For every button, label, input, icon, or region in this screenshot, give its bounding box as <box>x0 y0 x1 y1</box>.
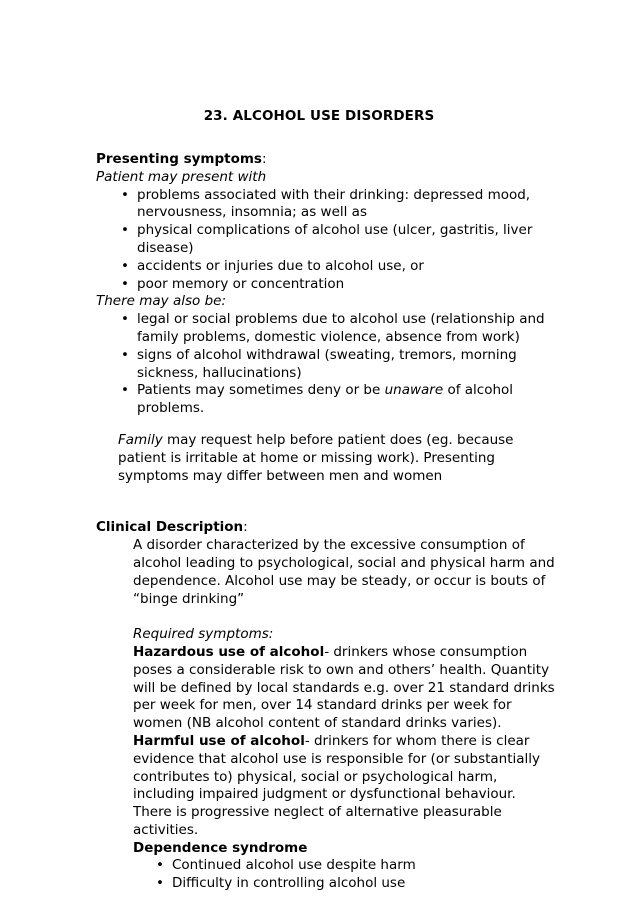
presenting-colon: : <box>261 151 267 167</box>
presenting-intro: Patient may present with <box>96 168 267 185</box>
deny-text-post: of alcohol problems. <box>137 382 514 417</box>
document-body <box>96 151 556 893</box>
clinical-description: A disorder characterized by the excessive consumption of alcohol leading to psychological, social and physical harm and dependence. Alcohol use may be steady, or occur is bouts of “binge drinking” <box>133 537 555 607</box>
bullet-icon: • <box>121 222 129 239</box>
bullet-icon: • <box>121 186 129 203</box>
list-item-text: poor memory or concentration <box>137 275 345 292</box>
family-emphasis: Family <box>118 431 163 448</box>
list-item-text: signs of alcohol withdrawal (sweating, tremors, morning sickness, hallucinations) <box>137 346 517 381</box>
bullet-icon: • <box>121 382 129 399</box>
list-item-text: accidents or injuries due to alcohol use, or <box>137 257 424 274</box>
list-item-text: problems associated with their drinking: depressed mood, nervousness, insomnia; as well as <box>137 186 531 221</box>
bullet-icon: • <box>121 346 129 363</box>
bullet-icon: • <box>156 857 164 874</box>
bullet-icon: • <box>156 875 164 892</box>
list-item-text: physical complications of alcohol use (ulcer, gastritis, liver disease) <box>137 222 533 256</box>
list-item <box>120 187 556 223</box>
harmful-text: - drinkers for whom there is clear evidence that alcohol use is responsible for (or substantially contributes to) physical, social or psychological harm, including impaired judgment or dysfunctional behaviour. There is progressive neglect of alternative pleasurable activities. <box>133 732 541 838</box>
list-item-text <box>137 382 513 416</box>
presenting-bullet-list <box>96 187 556 294</box>
hazardous-text: - drinkers whose consumption poses a considerable risk to own and others’ health. Quantity will be defined by local standards e.g. over 21 standard drinks per week for men, over 14 standard drinks per week for women (NB alcohol content of standard drinks varies). <box>133 643 555 732</box>
hazardous-label: Hazardous use of alcohol <box>133 643 325 660</box>
list-item <box>120 347 556 383</box>
hazardous-paragraph <box>133 644 556 733</box>
harmful-paragraph <box>133 733 556 840</box>
list-item <box>120 258 556 276</box>
bullet-icon: • <box>121 311 129 328</box>
list-item <box>155 875 556 893</box>
presenting-heading: Presenting symptoms <box>96 151 262 167</box>
clinical-heading: Clinical Description <box>96 519 244 536</box>
required-symptoms-label: Required symptoms: <box>133 626 274 643</box>
list-item <box>120 276 556 294</box>
harmful-label: Harmful use of alcohol <box>133 732 305 749</box>
deny-text-pre: Patients may sometimes deny or be <box>137 382 385 399</box>
list-item <box>120 311 556 347</box>
dependence-bullet-list <box>133 857 556 893</box>
family-paragraph <box>96 432 556 485</box>
list-item <box>120 382 556 418</box>
list-item <box>155 857 556 875</box>
list-item <box>120 222 556 258</box>
clinical-colon: : <box>243 519 248 536</box>
paragraph-gap <box>133 608 556 626</box>
also-intro: There may also be: <box>96 293 226 310</box>
dependence-label: Dependence syndrome <box>133 839 308 856</box>
clinical-heading-line <box>96 519 556 537</box>
list-item-text: legal or social problems due to alcohol use (relationship and family problems, domestic violence, absence from work) <box>137 311 545 345</box>
also-bullet-list <box>96 311 556 418</box>
list-item-text: Continued alcohol use despite harm <box>172 857 416 874</box>
presenting-heading-line <box>96 151 556 169</box>
section-spacer <box>96 485 556 519</box>
clinical-body <box>96 537 556 893</box>
bullet-icon: • <box>121 275 129 292</box>
bullet-icon: • <box>121 257 129 274</box>
page-title: 23. ALCOHOL USE DISORDERS <box>203 108 435 124</box>
family-text: may request help before patient does (eg. because patient is irritable at home or missing work). Presenting symptoms may differ between men and women <box>118 431 514 484</box>
deny-text-emphasis: unaware <box>384 382 444 399</box>
list-item-text: Difficulty in controlling alcohol use <box>172 875 406 892</box>
